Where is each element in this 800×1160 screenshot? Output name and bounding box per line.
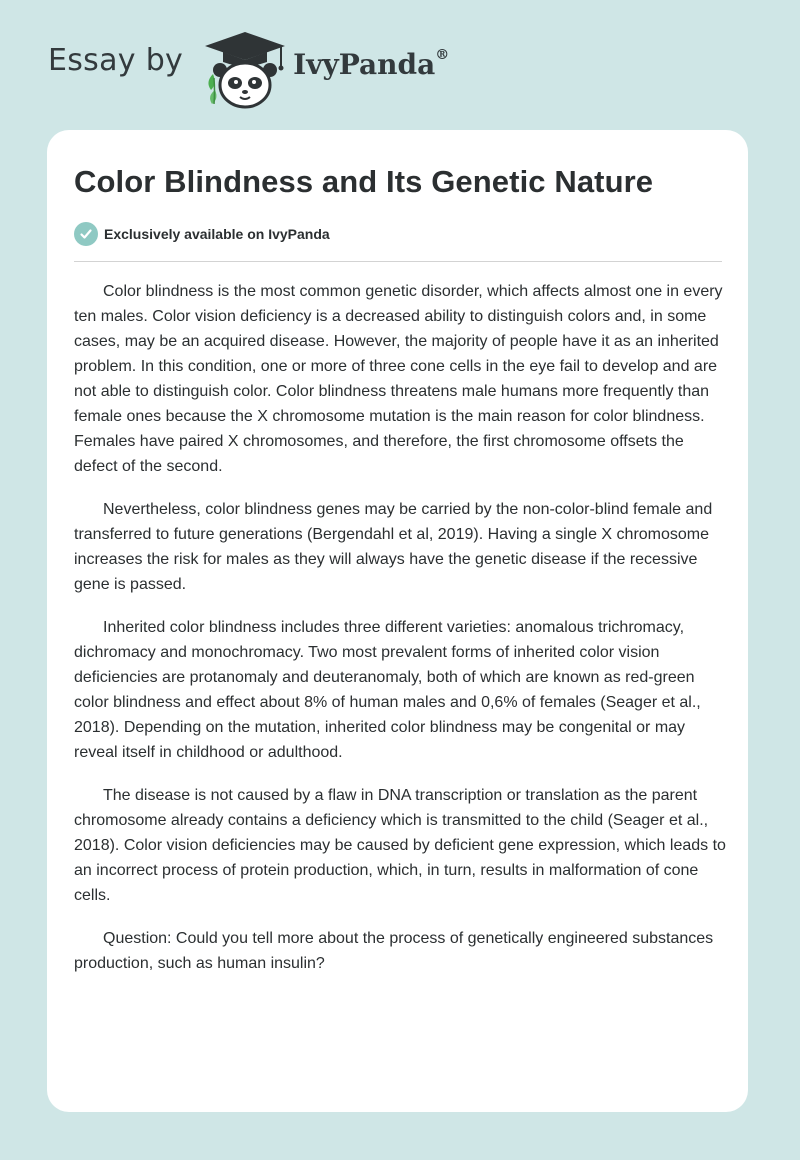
essay-paragraph-4: The disease is not caused by a flaw in DNA transcription or translation as the parent chromosome already contains a deficiency which is transmitted to the child (Seager et al., 2018). Color vision deficiencies may be caused by deficient gene expression, which leads to an incorrect process of protein production, which, in turn, results in malformation of cone cells.: [74, 787, 726, 904]
panda-graduate-logo: [201, 30, 289, 110]
brand-prefix: Essay by: [48, 42, 184, 78]
check-circle-icon: [74, 222, 98, 246]
essay-card: [47, 130, 748, 1112]
panda-logo-graphic: [201, 30, 289, 110]
essay-paragraph-3: Inherited color blindness includes three different varieties: anomalous trichromacy, dichromacy and monochromacy. Two most prevalent forms of inherited color vision deficiencies are protanomaly and deuteranomaly, both of which are known as red-green color blindness and effect about 8% of human males and 0,6% of females (Seager et al., 2018). Depending on the mutation, inherited color blindness may be congenital or may reveal itself in childhood or adulthood.: [74, 619, 701, 761]
essay-paragraph-2: Nevertheless, color blindness genes may be carried by the non-color-blind female and transferred to future generations (Bergendahl et al, 2019). Having a single X chromosome increases the risk for males as they will always have the genetic disease if the recessive gene is passed.: [74, 501, 713, 593]
exclusive-badge-label: Exclusively available on IvyPanda: [104, 226, 330, 242]
brand-name: [293, 48, 449, 81]
exclusive-badge: [74, 222, 330, 246]
essay-body: [74, 279, 728, 994]
brand-name-text: IvyPanda: [293, 47, 436, 81]
brand-header: [48, 30, 449, 110]
essay-question-paragraph: Question: Could you tell more about the process of genetically engineered substances production, such as human insulin?: [74, 930, 714, 972]
check-mark-graphic: [79, 227, 93, 241]
essay-paragraph-1: Color blindness is the most common genetic disorder, which affects almost one in every ten males. Color vision deficiency is a decreased ability to distinguish colors and, in some cases, may be an acquired disease. However, the majority of people have it as an inherited problem. In this condition, one or more of three cone cells in the eye fail to develop and are not able to distinguish color. Color blindness threatens male humans more frequently than female ones because the X chromosome mutation is the main reason for color blindness. Females have paired X chromosomes, and therefore, the first chromosome offsets the defect of the second.: [74, 283, 723, 475]
registered-mark: ®: [435, 47, 450, 64]
title-divider: [74, 261, 722, 262]
essay-title: Color Blindness and Its Genetic Nature: [74, 164, 654, 199]
